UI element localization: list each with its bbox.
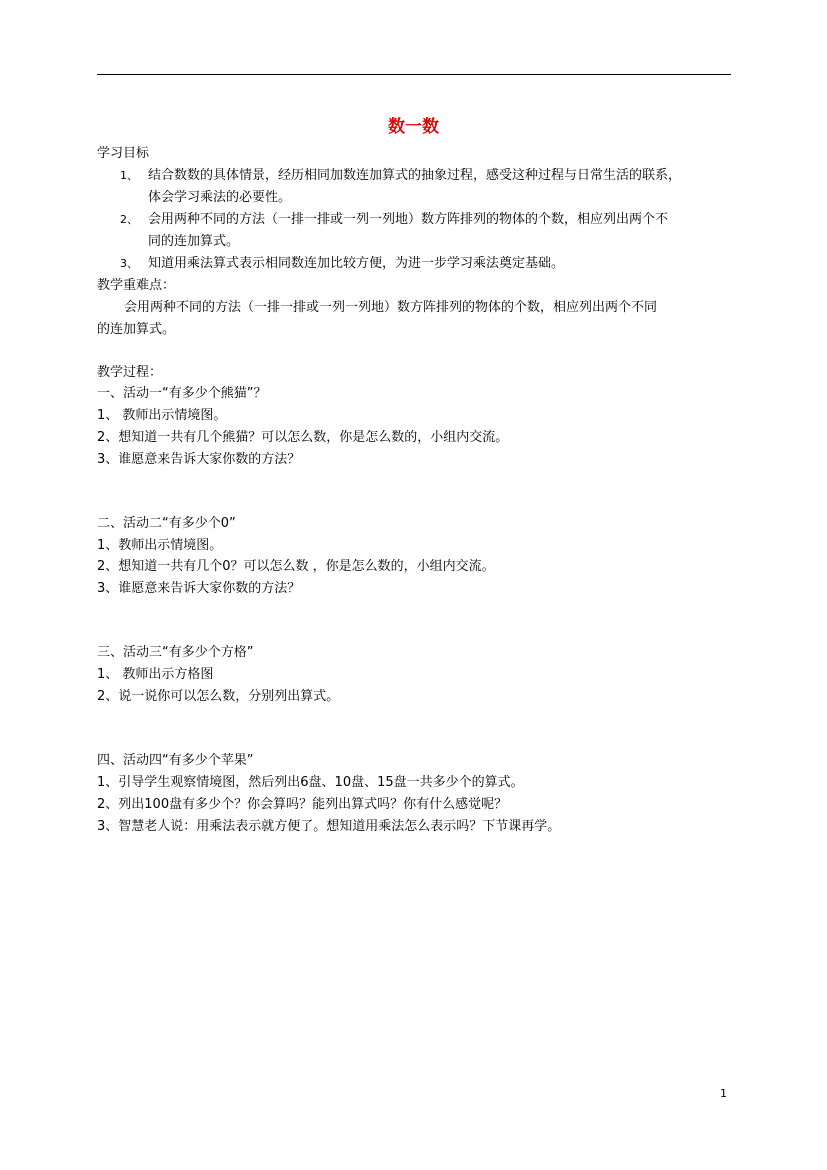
activity-1-step-3: 3、谁愿意来告诉大家你数的方法？ [97,452,301,467]
activity-3-title: 三、活动三“有多少个方格” [97,645,254,660]
activity-4-step-3: 3、智慧老人说：用乘法表示就方便了。想知道用乘法怎么表示吗？下节课再学。 [97,819,561,834]
objective-1-number: 1、 [120,169,138,182]
objective-3-line-1: 知道用乘法算式表示相同数连加比较方便，为进一步学习乘法奠定基础。 [148,256,565,271]
objective-3-number: 3、 [120,257,138,270]
activity-2-step-2: 2、想知道一共有几个0？可以怎么数 ，你是怎么数的，小组内交流。 [97,559,495,574]
objectives-heading: 学习目标 [97,146,150,161]
key-points-line-1: 会用两种不同的方法（一排一排或一列一列地）数方阵排列的物体的个数，相应列出两个不同 [124,300,658,315]
activity-4-step-1: 1、引导学生观察情境图，然后列出6盘、10盘、15盘一共多少个的算式。 [97,775,524,790]
process-heading: 教学过程： [97,365,163,380]
objective-1-line-1: 结合数数的具体情景，经历相同加数连加算式的抽象过程，感受这种过程与日常生活的联系， [148,168,682,183]
page-number: 1 [720,1087,727,1100]
key-points-line-2: 的连加算式。 [97,322,176,337]
header-rule [97,74,731,75]
activity-1-step-2: 2、想知道一共有几个熊猫？可以怎么数，你是怎么数的，小组内交流。 [97,430,509,445]
objective-1-line-2: 体会学习乘法的必要性。 [148,190,292,205]
activity-1-title: 一、活动一“有多少个熊猫”？ [97,386,267,401]
activity-2-step-3: 3、谁愿意来告诉大家你数的方法？ [97,581,301,596]
activity-2-step-1: 1、教师出示情境图。 [97,538,223,553]
activity-4-title: 四、活动四“有多少个苹果” [97,753,254,768]
document-title: 数一数 [388,117,439,137]
activity-3-step-1: 1、 教师出示方格图 [97,667,214,682]
activity-1-step-1: 1、 教师出示情境图。 [97,408,227,423]
objective-2-number: 2、 [120,213,138,226]
objective-2-line-2: 同的连加算式。 [148,234,240,249]
key-points-heading: 教学重难点： [97,278,176,293]
objective-2-line-1: 会用两种不同的方法（一排一排或一列一列地）数方阵排列的物体的个数，相应列出两个不 [148,212,669,227]
activity-4-step-2: 2、列出100盘有多少个？你会算吗？能列出算式吗？你有什么感觉呢？ [97,797,508,812]
activity-3-step-2: 2、说一说你可以怎么数，分别列出算式。 [97,689,340,704]
activity-2-title: 二、活动二“有多少个0” [97,516,236,531]
